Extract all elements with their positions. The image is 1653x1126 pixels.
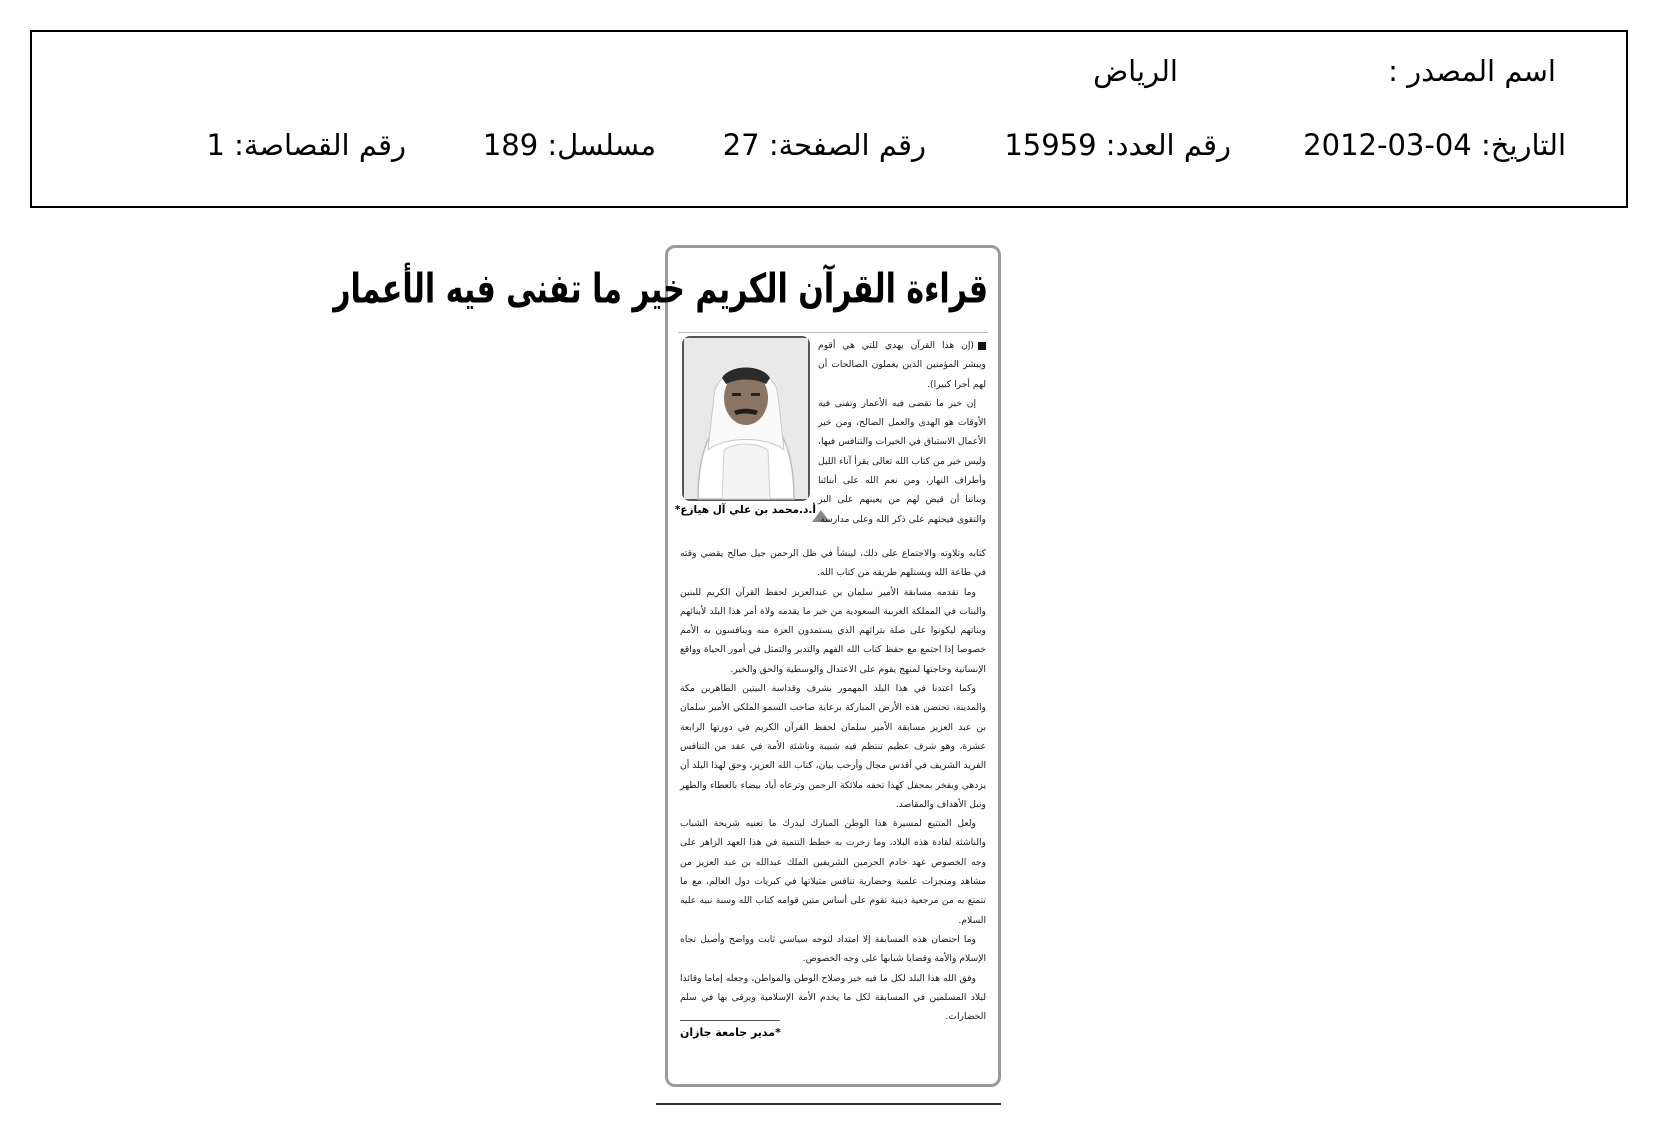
title-divider (678, 332, 988, 333)
author-title-signature: *مدير جامعة جازان (680, 1026, 781, 1039)
body-paragraph: وكما اعتدنا في هذا البلد المهمور بشرف وقداسة البيتين الطاهرين مكة والمدينة، تحتضن هذه الأرض المباركة برعاية صاحب السمو الملكي الأمير سلمان بن عبد العزيز مسابقة الأمير سلمان لحفظ القرآن الكريم في دورتها الرابعة عشرة، وهو شرف عظيم تنتظم فيه شبيبة وناشئة الأمة في عقد من التنافس الفريد الشريف في أقدس مجال وأرحب بيان، كتاب الله العزيز، وحق لهذا البلد أن يزدهي ويفخر بمحفل كهذا تحفه ملائكة الرحمن وترعاه أياد بيضاء بالعطاء والطهر ونبل الأهداف والمقاصد. (680, 683, 986, 810)
article-title: قراءة القرآن الكريم خير ما تفنى فيه الأعمار (333, 266, 988, 314)
body-paragraph: وما احتضان هذه المسابقة إلا امتداد لتوجه سياسي ثابت وواضح وأصيل تجاه الإسلام والأمة وقضايا شبابها على وجه الخصوص. (680, 933, 986, 965)
author-byline: أ.د.محمد بن علي آل هيازع* (674, 504, 816, 516)
issue-number-field: رقم العدد: 15959 (1004, 128, 1231, 162)
body-paragraph: وفق الله هذا البلد لكل ما فيه خير وصلاح الوطن والمواطن، وجعله إماما وقائدا لبلاد المسلمين في المسابقة لكل ما يخدم الأمة الإسلامية ويرقى بها في سلم الحضارات. (680, 972, 986, 1023)
body-paragraph: وما تقدمه مسابقة الأمير سلمان بن عبدالعزيز لحفظ القرآن الكريم للبنين والبنات في المملكة العربية السعودية من خير ما يقدمه ولاة أمر هذا البلد لأبنائهم وبناتهم ليكونوا على صلة بتراثهم الذي يستمدون العزة منه وينافسون به الأمم خصوصا إذا اجتمع مع حفظ كتاب الله الفهم والتدبر والتمثل في أمور الحياة وواقع الإنسانية وحاجتها لمنهج يقوم على الاعتدال والوسطية والحق والخير. (680, 586, 986, 675)
signature-divider (680, 1020, 780, 1021)
author-portrait-image (684, 338, 808, 499)
body-paragraph: ولعل المتتبع لمسيرة هذا الوطن المبارك ليدرك ما تعنيه شريحة الشباب والناشئة لقادة هذه البلاد، وما زخرت به خطط التنمية في هذا العهد الزاهر على وجه الخصوص عهد خادم الحرمين الشريفين الملك عبدالله بن عبد العزيز من مشاهد ومنجزات علمية وحضارية تنافس مثيلاتها في كبريات دول العالم، مع ما تتمتع به من مرجعية دينية تقوم على أساس متين قوامه كتاب الله وسنة نبيه عليه السلام. (680, 818, 986, 926)
intro-paragraph: (إن هذا القرآن يهدي للتي هي أقوم ويبشر المؤمنين الذين يعملون الصالحات أن لهم أجرا كبيرا). (818, 340, 986, 390)
page-bottom-rule (656, 1103, 1001, 1105)
source-label: اسم المصدر : (1388, 54, 1556, 88)
date-field: التاريخ: 04-03-2012 (1303, 128, 1566, 162)
paragraph-bullet-icon (978, 342, 986, 350)
author-photo (682, 336, 810, 501)
intro-paragraph: إن خير ما تقضى فيه الأعمار وتفنى فيه الأوقات هو الهدى والعمل الصالح، ومن خير الأعمال الاستباق في الخيرات والتنافس فيها، وليس خير من كتاب الله تعالى يقرأ آناء الليل وأطراف النهار، ومن نعم الله على أبنائنا وبناتنا أن قيض لهم من يعينهم على البر والتقوى فيحثهم على ذكر الله وعلى مدارسة (818, 397, 986, 525)
article-body (680, 544, 986, 1023)
source-value: الرياض (1093, 54, 1178, 88)
article-intro (818, 336, 986, 551)
serial-field: مسلسل: 189 (482, 128, 656, 162)
body-paragraph: كتابه وتلاوته والاجتماع على ذلك، لينشأ في ظل الرحمن جيل صالح يقضي وقته في طاعة الله ويستلهم طريقه من كتاب الله. (680, 548, 986, 579)
metadata-header (30, 30, 1628, 208)
clipping-number-field: رقم القصاصة: 1 (206, 128, 406, 162)
newspaper-clipping (333, 245, 1001, 1087)
page-number-field: رقم الصفحة: 27 (722, 128, 926, 162)
